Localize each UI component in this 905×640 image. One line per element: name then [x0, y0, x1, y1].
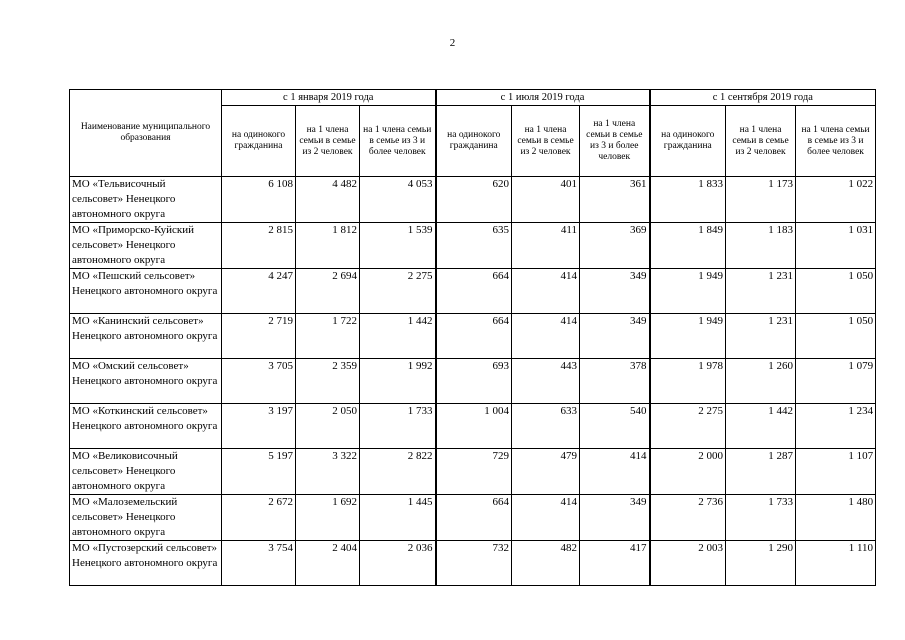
header-row-periods [70, 90, 876, 106]
table-row [70, 269, 876, 314]
value-cell: 2 404 [296, 541, 360, 586]
value-cell: 1 231 [726, 314, 796, 359]
value-cell: 1 849 [650, 223, 726, 269]
value-cell: 1 949 [650, 314, 726, 359]
value-cell: 443 [512, 359, 580, 404]
category-header: на одинокого гражданина [222, 106, 296, 177]
value-cell: 1 442 [360, 314, 436, 359]
value-cell: 2 275 [360, 269, 436, 314]
value-cell: 4 053 [360, 177, 436, 223]
municipality-name-cell: МО «Малоземельский сельсовет» Ненецкого автономного округа [70, 495, 222, 541]
value-cell: 4 247 [222, 269, 296, 314]
value-cell: 1 183 [726, 223, 796, 269]
value-cell: 1 234 [796, 404, 876, 449]
value-cell: 3 322 [296, 449, 360, 495]
value-cell: 2 719 [222, 314, 296, 359]
value-cell: 1 050 [796, 269, 876, 314]
value-cell: 2 822 [360, 449, 436, 495]
value-cell: 1 692 [296, 495, 360, 541]
table-body [70, 177, 876, 586]
value-cell: 633 [512, 404, 580, 449]
value-cell: 2 050 [296, 404, 360, 449]
value-cell: 1 031 [796, 223, 876, 269]
value-cell: 417 [580, 541, 650, 586]
table-row [70, 449, 876, 495]
table-row [70, 223, 876, 269]
value-cell: 2 672 [222, 495, 296, 541]
value-cell: 1 107 [796, 449, 876, 495]
municipality-name-cell: МО «Пустозерский сельсовет» Ненецкого автономного округа [70, 541, 222, 586]
value-cell: 414 [512, 495, 580, 541]
table-row [70, 177, 876, 223]
value-cell: 1 992 [360, 359, 436, 404]
value-cell: 349 [580, 314, 650, 359]
value-cell: 1 733 [726, 495, 796, 541]
value-cell: 1 833 [650, 177, 726, 223]
value-cell: 1 004 [436, 404, 512, 449]
value-cell: 2 815 [222, 223, 296, 269]
value-cell: 5 197 [222, 449, 296, 495]
period-header: с 1 июля 2019 года [436, 90, 650, 106]
value-cell: 378 [580, 359, 650, 404]
category-header: на одинокого гражданина [436, 106, 512, 177]
table-row [70, 404, 876, 449]
category-header: на 1 члена семьи в семье из 3 и более человек [580, 106, 650, 177]
municipality-name-cell: МО «Приморско-Куйский сельсовет» Ненецкого автономного округа [70, 223, 222, 269]
value-cell: 664 [436, 314, 512, 359]
table-row [70, 359, 876, 404]
value-cell: 2 036 [360, 541, 436, 586]
municipality-name-cell: МО «Тельвисочный сельсовет» Ненецкого автономного округа [70, 177, 222, 223]
value-cell: 1 480 [796, 495, 876, 541]
value-cell: 1 050 [796, 314, 876, 359]
value-cell: 414 [512, 269, 580, 314]
table-row [70, 541, 876, 586]
name-column-header: Наименование муниципального образования [70, 90, 222, 177]
value-cell: 3 705 [222, 359, 296, 404]
category-header: на 1 члена семьи в семье из 3 и более человек [360, 106, 436, 177]
value-cell: 4 482 [296, 177, 360, 223]
value-cell: 729 [436, 449, 512, 495]
value-cell: 411 [512, 223, 580, 269]
value-cell: 540 [580, 404, 650, 449]
value-cell: 2 694 [296, 269, 360, 314]
value-cell: 664 [436, 495, 512, 541]
value-cell: 1 539 [360, 223, 436, 269]
value-cell: 1 173 [726, 177, 796, 223]
table-row [70, 495, 876, 541]
value-cell: 361 [580, 177, 650, 223]
value-cell: 1 110 [796, 541, 876, 586]
value-cell: 1 733 [360, 404, 436, 449]
municipality-name-cell: МО «Пешский сельсовет» Ненецкого автономного округа [70, 269, 222, 314]
value-cell: 479 [512, 449, 580, 495]
category-header: на 1 члена семьи в семье из 2 человек [726, 106, 796, 177]
value-cell: 1 722 [296, 314, 360, 359]
value-cell: 6 108 [222, 177, 296, 223]
value-cell: 414 [580, 449, 650, 495]
page-number: 2 [449, 37, 456, 49]
value-cell: 620 [436, 177, 512, 223]
value-cell: 2 736 [650, 495, 726, 541]
value-cell: 1 978 [650, 359, 726, 404]
municipality-name-cell: МО «Омский сельсовет» Ненецкого автономного округа [70, 359, 222, 404]
value-cell: 732 [436, 541, 512, 586]
municipality-name-cell: МО «Великовисочный сельсовет» Ненецкого автономного округа [70, 449, 222, 495]
value-cell: 1 022 [796, 177, 876, 223]
value-cell: 349 [580, 495, 650, 541]
period-header: с 1 сентября 2019 года [650, 90, 876, 106]
value-cell: 1 442 [726, 404, 796, 449]
value-cell: 414 [512, 314, 580, 359]
value-cell: 2 000 [650, 449, 726, 495]
value-cell: 482 [512, 541, 580, 586]
value-cell: 693 [436, 359, 512, 404]
category-header: на 1 члена семьи в семье из 2 человек [296, 106, 360, 177]
value-cell: 3 754 [222, 541, 296, 586]
value-cell: 1 445 [360, 495, 436, 541]
municipality-name-cell: МО «Канинский сельсовет» Ненецкого автономного округа [70, 314, 222, 359]
value-cell: 3 197 [222, 404, 296, 449]
category-header: на 1 члена семьи в семье из 2 человек [512, 106, 580, 177]
value-cell: 1 812 [296, 223, 360, 269]
value-cell: 1 287 [726, 449, 796, 495]
municipality-name-cell: МО «Коткинский сельсовет» Ненецкого автономного округа [70, 404, 222, 449]
value-cell: 369 [580, 223, 650, 269]
value-cell: 401 [512, 177, 580, 223]
value-cell: 1 079 [796, 359, 876, 404]
subsistence-table [69, 89, 876, 586]
value-cell: 1 949 [650, 269, 726, 314]
category-header: на 1 члена семьи в семье из 3 и более человек [796, 106, 876, 177]
value-cell: 2 275 [650, 404, 726, 449]
value-cell: 635 [436, 223, 512, 269]
value-cell: 1 290 [726, 541, 796, 586]
category-header: на одинокого гражданина [650, 106, 726, 177]
value-cell: 1 260 [726, 359, 796, 404]
value-cell: 1 231 [726, 269, 796, 314]
table-row [70, 314, 876, 359]
period-header: с 1 января 2019 года [222, 90, 436, 106]
value-cell: 2 359 [296, 359, 360, 404]
value-cell: 664 [436, 269, 512, 314]
value-cell: 2 003 [650, 541, 726, 586]
value-cell: 349 [580, 269, 650, 314]
